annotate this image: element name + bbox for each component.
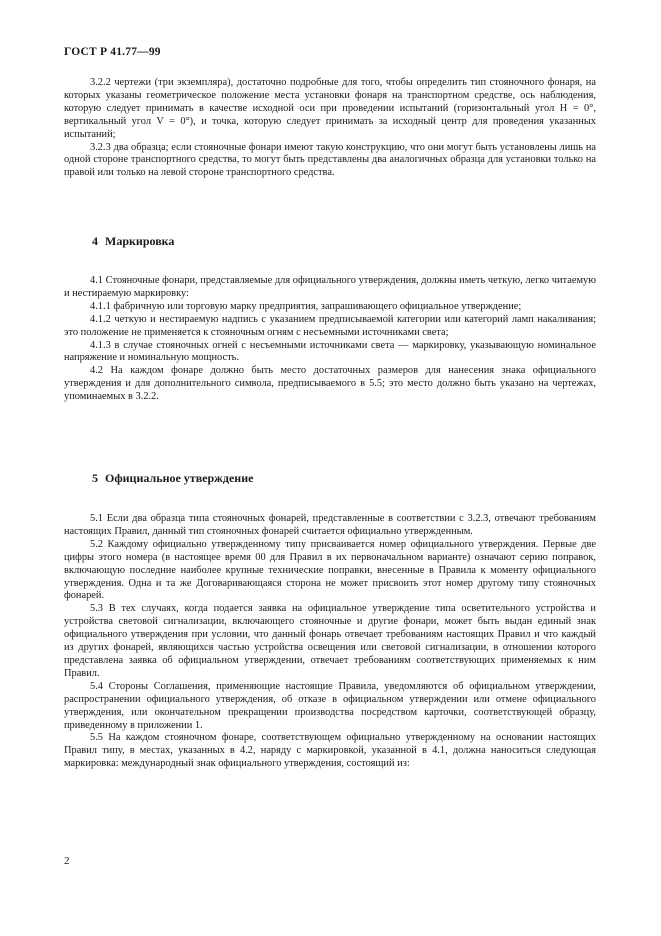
section-heading xyxy=(64,471,596,486)
paragraph-3-2-3: 3.2.3 два образца; если стояночные фонари имеют такую конструкцию, что они могут быть установлены лишь на одной стороне транспортного средства, то могут быть представлены два аналогичных образца для установки только на правой или только на левой стороне транспортного средства. xyxy=(64,141,596,179)
page-number: 2 xyxy=(64,855,70,867)
paragraph-4-1-3: 4.1.3 в случае стояночных огней с несъемными источниками света — маркировку, указывающую номинальное напряжение и номинальную мощность. xyxy=(64,339,596,364)
section-number: 5 xyxy=(92,471,98,485)
paragraph-5-1: 5.1 Если два образца типа стояночных фонарей, представленные в соответствии с 3.2.3, отвечают требованиям настоящих Правил, данный тип стояночных фонарей считается официально утвержденным. xyxy=(64,513,596,537)
paragraph-5-2: 5.2 Каждому официально утвержденному типу присваивается номер официального утверждения. Первые две цифры этого номера (в настоящее время 00 для Правил в их первоначальном варианте) означают серию поправок, включающую последние наиболее крупные технические поправки, внесенные в Правила к моменту официального утверждения. Одна и та же Договаривающаяся сторона не может присвоить этот номер другому типу стояночных фонарей. xyxy=(64,538,596,602)
paragraph-5-5: 5.5 На каждом стояночном фонаре, соответствующем официально утвержденному на основании настоящих Правил типу, в местах, указанных в 4.2, наряду с маркировкой, указанной в 4.1, должна наноситься следующая маркировка: международный знак официального утверждения, состоящий из: xyxy=(64,732,596,770)
section-5-body xyxy=(64,513,596,771)
paragraph-4-1: 4.1 Стояночные фонари, представляемые для официального утверждения, должны иметь четкую, легко читаемую и нестираемую маркировку: xyxy=(64,275,596,299)
section-5-heading-wrap xyxy=(64,471,596,486)
section-title: Официальное утверждение xyxy=(105,471,254,485)
paragraph-4-1-2: 4.1.2 четкую и нестираемую надпись с указанием предписываемой категории или категорий ламп накаливания; это положение не применяется к стояночным огням с несъемными источниками света; xyxy=(64,313,596,338)
document-header: ГОСТ Р 41.77—99 xyxy=(64,46,161,58)
section-title: Маркировка xyxy=(105,234,175,248)
paragraph-5-3: 5.3 В тех случаях, когда подается заявка на официальное утверждение типа осветительного устройства и устройства световой сигнализации, включающего стояночные и другие фонари, может быть выдан единый знак официального утверждения при условии, что данный фонарь отвечает требованиям настоящих Правил и что каждый из других фонарей, являющихся частью устройства освещения или световой сигнализации, в отношении которого представлена заявка об официальном утверждении, отвечает требованиям соответствующих применяемых к ним Правил. xyxy=(64,603,596,679)
paragraph-4-2: 4.2 На каждом фонаре должно быть место достаточных размеров для нанесения знака официального утверждения и для дополнительного символа, предписываемого в 5.5; это место должно быть указано на чертежах, упоминаемых в 3.2.2. xyxy=(64,365,596,403)
section-4-body xyxy=(64,275,596,404)
section-heading xyxy=(64,234,596,249)
paragraph-5-4: 5.4 Стороны Соглашения, применяющие настоящие Правила, уведомляются об официальном утверждении, распространении официального утверждения, об отказе в официальном утверждении или отмене официального утверждения, или окончательном прекращении производства посредством карточки, соответствующей образцу, приведенному в приложении 1. xyxy=(64,680,596,731)
paragraph-3-2-2: 3.2.2 чертежи (три экземпляра), достаточно подробные для того, чтобы определить тип стояночного фонаря, на которых указаны геометрическое положение места установки фонаря на транспортном средстве, ось наблюдения, которую следует принимать в качестве исходной оси при проведении испытаний (горизонтальный угол H = 0°, вертикальный угол V = 0°), и точка, которую следует принимать за исходный центр для проведения указанных испытаний; xyxy=(64,77,596,140)
section-number: 4 xyxy=(92,234,98,248)
section-4-heading-wrap xyxy=(64,234,596,249)
clause-3-2-continuation xyxy=(64,77,596,180)
paragraph-4-1-1: 4.1.1 фабричную или торговую марку предприятия, запрашивающего официальное утверждение; xyxy=(90,300,522,312)
